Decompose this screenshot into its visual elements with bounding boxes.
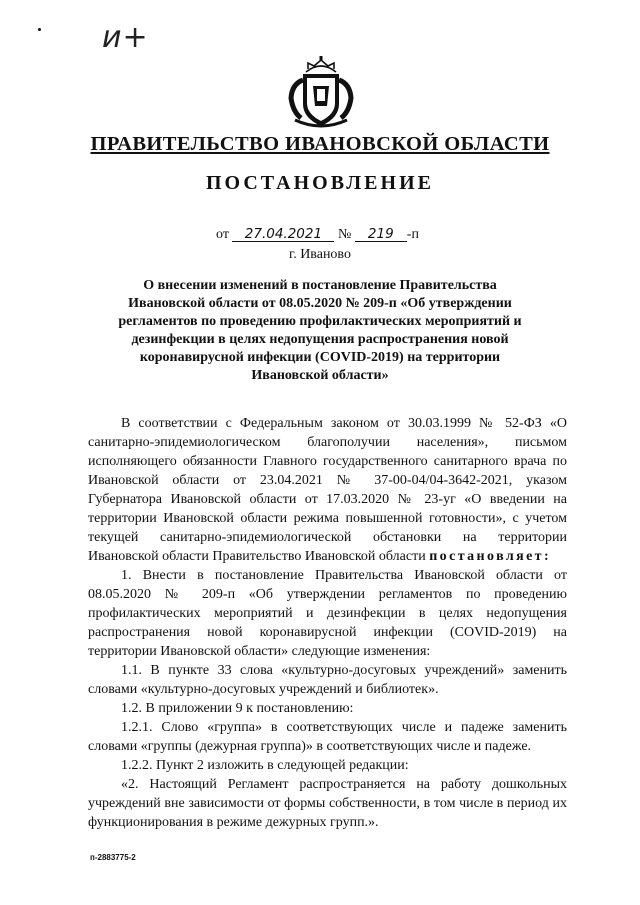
clause-1-2-2: 1.2.2. Пункт 2 изложить в следующей редакции: <box>121 758 409 773</box>
clause-1-2-1: 1.2.1. Слово «группа» в соответствующих числе и падеже заменить словами «группы (дежурная группа)» в соответствующих числе и падеже. <box>88 720 567 754</box>
date-number-line <box>216 227 419 243</box>
preamble-paragraph <box>88 414 567 566</box>
number-label: № <box>337 227 352 242</box>
document-body <box>88 414 567 832</box>
clause-quoted-text: «2. Настоящий Регламент распространяется на работу дошкольных учреждений вне зависимости от формы собственности, в том числе в период их функционирования в режиме дежурных групп.». <box>88 777 567 830</box>
decree-word: постановляет: <box>429 549 552 564</box>
government-title: ПРАВИТЕЛЬСТВО ИВАНОВСКОЙ ОБЛАСТИ <box>90 133 550 155</box>
ink-dot <box>38 28 41 31</box>
footer-code: п-2883775-2 <box>90 853 136 862</box>
preamble-text: В соответствии с Федеральным законом от 30.03.1999 № 52-ФЗ «О санитарно-эпидемиологическом благополучии населения», письмом исполняющего обязанности Главного государственного санитарного врача по Ивановской области от 23.04.2021 № 37-00-04/04-3642-2021, указом Губернатора Ивановской области от 17.03.2020 № 23-уг «О введении на территории Ивановской области режима повышенной готовности», с учетом текущей санитарно-эпидемиологической обстановки на территории Ивановской области Правительство Ивановской области <box>88 416 567 564</box>
handwritten-date: 27.04.2021 <box>232 227 334 242</box>
document-subject: О внесении изменений в постановление Правительства Ивановской области от 08.05.2020 № 209-п «Об утверждении регламентов по проведению профилактических мероприятий и дезинфекции в целях недопущения распространения новой коронавирусной инфекции (COVID-2019) на территории Ивановской области» <box>118 278 522 383</box>
clause-1: 1. Внести в постановление Правительства Ивановской области от 08.05.2020 № 209-п «Об утверждении регламентов по проведению профилактических мероприятий и дезинфекции в целях недопущения распространения новой коронавирусной инфекции (COVID-2019) на территории Ивановской области» следующие изменения: <box>88 568 567 659</box>
city: г. Иваново <box>289 247 351 262</box>
handwritten-mark: и+ <box>102 20 149 55</box>
clause-1-1: 1.1. В пункте 33 слова «культурно-досуговых учреждений» заменить словами «культурно-досуговых учреждений и библиотек». <box>88 663 567 697</box>
handwritten-number: 219 <box>355 227 407 242</box>
from-label: от <box>216 227 229 242</box>
coat-of-arms-icon <box>286 56 356 130</box>
number-suffix: -п <box>406 227 419 242</box>
document-type: ПОСТАНОВЛЕНИЕ <box>206 172 434 194</box>
clause-1-2: 1.2. В приложении 9 к постановлению: <box>121 701 354 716</box>
